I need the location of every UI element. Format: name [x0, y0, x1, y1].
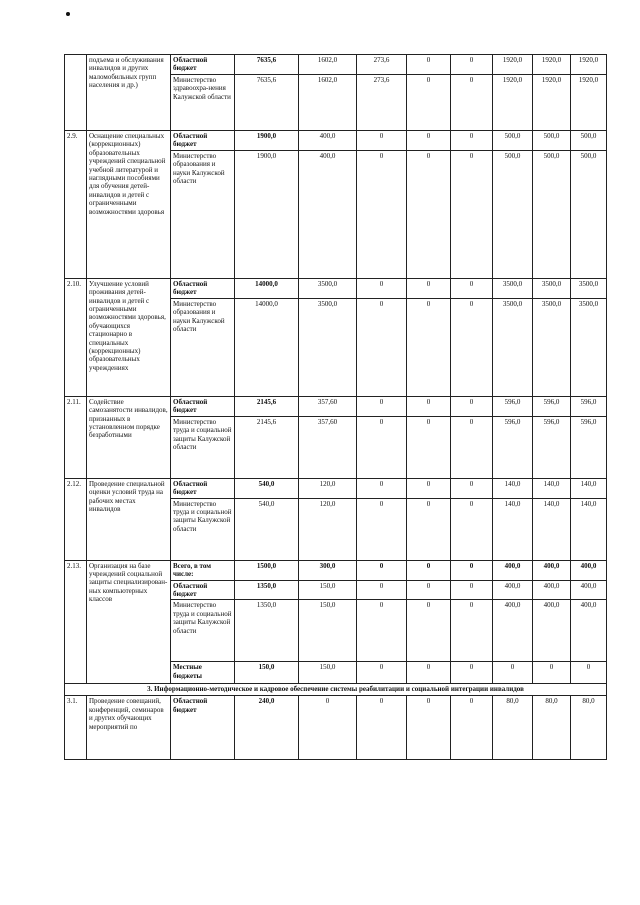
amount-cell: 400,0	[571, 580, 607, 600]
section-header-row	[65, 684, 607, 696]
amount-cell: 0	[357, 696, 407, 760]
amount-cell: 500,0	[533, 150, 571, 278]
item-name: Организация на базе учреждений социальной защиты специализирован-ных компьютерных классов	[87, 560, 171, 684]
amount-cell: 140,0	[493, 478, 533, 498]
amount-cell: 120,0	[299, 498, 357, 560]
amount-cell: 0	[299, 696, 357, 760]
funding-source: Министерство здравоохра-нения Калужской области	[171, 75, 235, 131]
amount-cell: 0	[451, 298, 493, 396]
item-name: Проведение специальной оценки условий труда на рабочих местах инвалидов	[87, 478, 171, 560]
amount-cell: 3500,0	[533, 278, 571, 298]
amount-cell: 150,0	[235, 662, 299, 684]
amount-cell: 273,6	[357, 55, 407, 75]
amount-cell: 0	[357, 560, 407, 580]
amount-cell: 0	[407, 416, 451, 478]
section-title: 3. Информационно-методическое и кадровое обеспечение системы реабилитации и социальной интеграции инвалидов	[65, 684, 607, 696]
amount-cell: 1920,0	[533, 75, 571, 131]
funding-source: Министерство образования и науки Калужской области	[171, 150, 235, 278]
item-name: Содействие самозанятости инвалидов, признанных в установленном порядке безработными	[87, 396, 171, 478]
amount-cell: 3500,0	[299, 278, 357, 298]
amount-cell: 80,0	[493, 696, 533, 760]
amount-cell: 400,0	[299, 150, 357, 278]
amount-cell: 1920,0	[493, 55, 533, 75]
item-number: 2.9.	[65, 131, 87, 279]
amount-cell: 500,0	[493, 131, 533, 151]
amount-cell: 0	[357, 131, 407, 151]
amount-cell: 140,0	[571, 498, 607, 560]
amount-cell: 596,0	[533, 396, 571, 416]
table-row	[65, 696, 607, 760]
amount-cell: 0	[357, 396, 407, 416]
item-number: 2.11.	[65, 396, 87, 478]
amount-cell: 3500,0	[493, 298, 533, 396]
amount-cell: 596,0	[493, 396, 533, 416]
amount-cell: 596,0	[571, 416, 607, 478]
amount-cell: 1602,0	[299, 55, 357, 75]
amount-cell: 0	[357, 580, 407, 600]
funding-source: Областной бюджет	[171, 478, 235, 498]
amount-cell: 400,0	[493, 580, 533, 600]
amount-cell: 0	[407, 662, 451, 684]
amount-cell: 1602,0	[299, 75, 357, 131]
amount-cell: 140,0	[533, 478, 571, 498]
budget-table	[64, 54, 607, 760]
item-name: Оснащение специальных (коррекционных) образовательных учреждений специальной учебной литературой и наглядными пособиями для обучения детей-инвалидов и детей с ограниченными возможностями здоровья	[87, 131, 171, 279]
funding-source: Областной бюджет	[171, 696, 235, 760]
amount-cell: 400,0	[493, 600, 533, 662]
table-row	[65, 55, 607, 75]
funding-source: Областной бюджет	[171, 396, 235, 416]
amount-cell: 1350,0	[235, 600, 299, 662]
amount-cell: 120,0	[299, 478, 357, 498]
item-name: подъема и обслуживания инвалидов и других маломобильных групп населения и др.)	[87, 55, 171, 131]
amount-cell: 500,0	[571, 131, 607, 151]
amount-cell: 0	[407, 298, 451, 396]
amount-cell: 0	[407, 560, 451, 580]
amount-cell: 0	[357, 298, 407, 396]
table-row	[65, 396, 607, 416]
amount-cell: 0	[451, 150, 493, 278]
item-number: 3.1.	[65, 696, 87, 760]
amount-cell: 0	[407, 696, 451, 760]
amount-cell: 3500,0	[493, 278, 533, 298]
amount-cell: 80,0	[571, 696, 607, 760]
amount-cell: 500,0	[533, 131, 571, 151]
amount-cell: 14000,0	[235, 298, 299, 396]
amount-cell: 3500,0	[299, 298, 357, 396]
page-mark	[66, 12, 70, 16]
funding-source: Министерство труда и социальной защиты Калужской области	[171, 416, 235, 478]
funding-source: Местные бюджеты	[171, 662, 235, 684]
amount-cell: 0	[407, 478, 451, 498]
amount-cell: 357,60	[299, 396, 357, 416]
amount-cell: 0	[407, 75, 451, 131]
funding-source: Областной бюджет	[171, 131, 235, 151]
amount-cell: 400,0	[533, 600, 571, 662]
amount-cell: 0	[357, 478, 407, 498]
amount-cell: 240,0	[235, 696, 299, 760]
amount-cell: 540,0	[235, 478, 299, 498]
amount-cell: 0	[451, 498, 493, 560]
amount-cell: 1350,0	[235, 580, 299, 600]
amount-cell: 80,0	[533, 696, 571, 760]
funding-source: Областной бюджет	[171, 55, 235, 75]
amount-cell: 596,0	[493, 416, 533, 478]
amount-cell: 0	[493, 662, 533, 684]
amount-cell: 0	[407, 55, 451, 75]
amount-cell: 0	[357, 600, 407, 662]
funding-source: Министерство образования и науки Калужской области	[171, 298, 235, 396]
amount-cell: 500,0	[571, 150, 607, 278]
funding-source: Областной бюджет	[171, 580, 235, 600]
amount-cell: 150,0	[299, 600, 357, 662]
amount-cell: 150,0	[299, 580, 357, 600]
amount-cell: 3500,0	[533, 298, 571, 396]
amount-cell: 500,0	[493, 150, 533, 278]
amount-cell: 0	[407, 600, 451, 662]
amount-cell: 1920,0	[493, 75, 533, 131]
item-number: 2.13.	[65, 560, 87, 684]
amount-cell: 400,0	[533, 580, 571, 600]
amount-cell: 400,0	[533, 560, 571, 580]
amount-cell: 7635,6	[235, 75, 299, 131]
amount-cell: 0	[407, 150, 451, 278]
amount-cell: 0	[451, 580, 493, 600]
amount-cell: 0	[407, 498, 451, 560]
amount-cell: 0	[571, 662, 607, 684]
amount-cell: 2145,6	[235, 396, 299, 416]
table-row	[65, 560, 607, 580]
amount-cell: 0	[451, 131, 493, 151]
funding-source: Министерство труда и социальной защиты Калужской области	[171, 498, 235, 560]
amount-cell: 1500,0	[235, 560, 299, 580]
amount-cell: 140,0	[571, 478, 607, 498]
amount-cell: 7635,6	[235, 55, 299, 75]
amount-cell: 3500,0	[571, 298, 607, 396]
table-row	[65, 131, 607, 151]
amount-cell: 1900,0	[235, 150, 299, 278]
amount-cell: 357,60	[299, 416, 357, 478]
funding-source: Областной бюджет	[171, 278, 235, 298]
amount-cell: 0	[451, 55, 493, 75]
amount-cell: 400,0	[299, 131, 357, 151]
amount-cell: 0	[407, 278, 451, 298]
amount-cell: 140,0	[493, 498, 533, 560]
amount-cell: 400,0	[571, 560, 607, 580]
funding-source: Министерство труда и социальной защиты Калужской области	[171, 600, 235, 662]
amount-cell: 1900,0	[235, 131, 299, 151]
amount-cell: 14000,0	[235, 278, 299, 298]
amount-cell: 0	[357, 662, 407, 684]
amount-cell: 140,0	[533, 498, 571, 560]
amount-cell: 0	[451, 416, 493, 478]
amount-cell: 1920,0	[571, 55, 607, 75]
amount-cell: 596,0	[571, 396, 607, 416]
amount-cell: 0	[451, 396, 493, 416]
amount-cell: 0	[407, 131, 451, 151]
table-row	[65, 478, 607, 498]
amount-cell: 0	[451, 600, 493, 662]
amount-cell: 0	[451, 662, 493, 684]
amount-cell: 596,0	[533, 416, 571, 478]
amount-cell: 0	[407, 580, 451, 600]
amount-cell: 3500,0	[571, 278, 607, 298]
funding-source: Всего, в том числе:	[171, 560, 235, 580]
amount-cell: 400,0	[571, 600, 607, 662]
amount-cell: 0	[451, 560, 493, 580]
amount-cell: 0	[451, 696, 493, 760]
amount-cell: 0	[407, 396, 451, 416]
amount-cell: 0	[357, 498, 407, 560]
amount-cell: 0	[357, 150, 407, 278]
amount-cell: 0	[533, 662, 571, 684]
item-name: Проведение совещаний, конференций, семинаров и других обучающих мероприятий по	[87, 696, 171, 760]
amount-cell: 2145,6	[235, 416, 299, 478]
item-number	[65, 55, 87, 131]
amount-cell: 0	[451, 478, 493, 498]
table-row	[65, 278, 607, 298]
item-name: Улучшение условий проживания детей-инвалидов и детей с ограниченными возможностями здоровья, обучающихся стационарно в специальных (коррекционных) образовательных учреждениях	[87, 278, 171, 396]
amount-cell: 1920,0	[533, 55, 571, 75]
amount-cell: 400,0	[493, 560, 533, 580]
amount-cell: 540,0	[235, 498, 299, 560]
item-number: 2.12.	[65, 478, 87, 560]
amount-cell: 1920,0	[571, 75, 607, 131]
amount-cell: 300,0	[299, 560, 357, 580]
amount-cell: 150,0	[299, 662, 357, 684]
amount-cell: 0	[451, 278, 493, 298]
amount-cell: 0	[357, 416, 407, 478]
item-number: 2.10.	[65, 278, 87, 396]
amount-cell: 0	[451, 75, 493, 131]
amount-cell: 273,6	[357, 75, 407, 131]
amount-cell: 0	[357, 278, 407, 298]
